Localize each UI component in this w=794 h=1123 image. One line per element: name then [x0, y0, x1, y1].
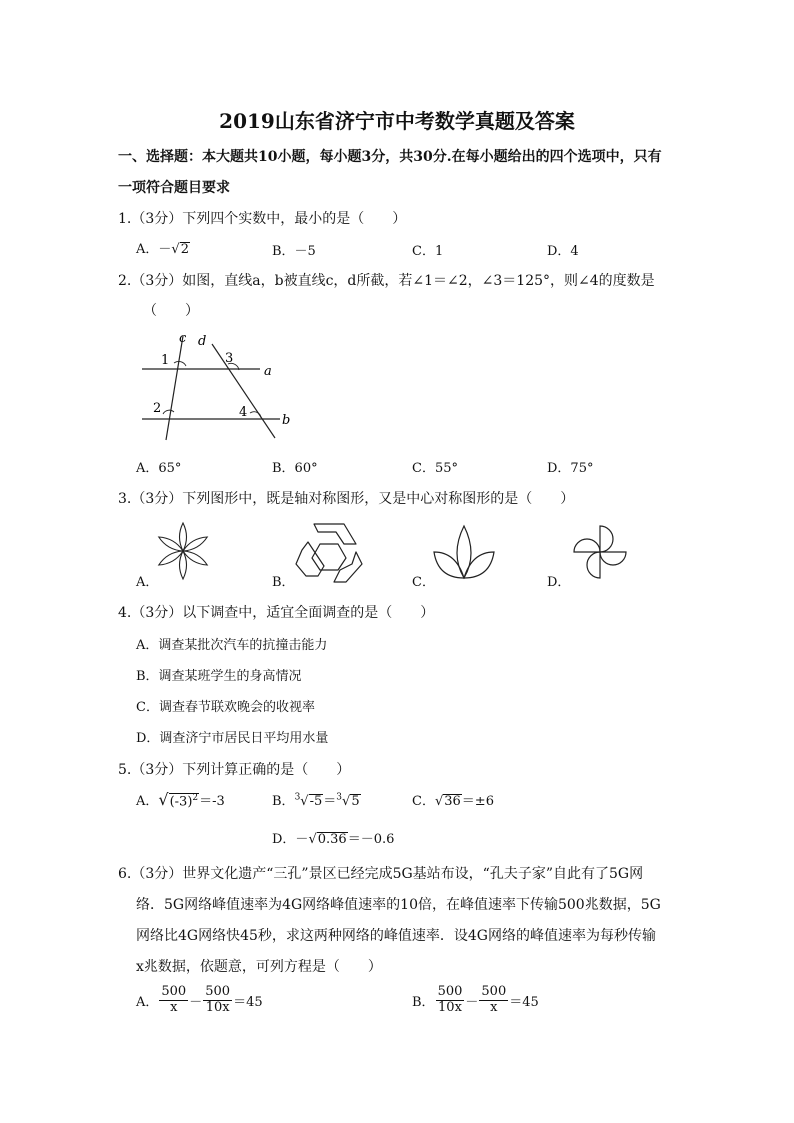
- q5-option-c-radicand: 36: [444, 794, 461, 809]
- q5-option-b-index2: 3: [336, 792, 343, 803]
- fraction-denominator: x: [490, 999, 498, 1015]
- q3-figure-c-lotus-icon: [432, 522, 496, 582]
- q2-option-d: D．75°: [547, 461, 594, 476]
- q6-option-b-fraction2: [479, 985, 508, 1016]
- page-title: 2019山东省济宁市中考数学真题及答案: [219, 109, 575, 133]
- fig-angle-3: 3: [225, 351, 234, 366]
- q5-option-c: [412, 790, 494, 809]
- fraction-numerator: 500: [205, 984, 231, 999]
- radical-sign: √: [308, 832, 317, 847]
- q5-option-a-base: (-3): [169, 794, 193, 809]
- radical-sign: √: [171, 242, 180, 257]
- q3-option-c: C．: [412, 575, 435, 590]
- q5-option-d: [272, 828, 394, 847]
- q4-option-d: D．调查济宁市居民日平均用水量: [136, 731, 329, 746]
- fraction-denominator: x: [170, 999, 178, 1015]
- q6-option-a: [136, 985, 263, 1016]
- fraction-numerator: 500: [481, 984, 507, 999]
- q4-option-c: C．调查春节联欢晚会的收视率: [136, 700, 315, 715]
- q5-option-a-exponent: 2: [192, 792, 199, 803]
- q3-figure-a-flower-icon: [152, 520, 214, 582]
- radical-sign: √: [342, 794, 351, 809]
- q5-option-b-index: 3: [294, 792, 301, 803]
- q2-option-c: C．55°: [412, 461, 458, 476]
- q5-option-c-rest: ＝±6: [461, 794, 494, 809]
- q5-option-c-label: C．: [412, 794, 435, 809]
- q1-option-c: C．1: [412, 244, 444, 259]
- q1-option-b: B．－5: [272, 244, 316, 259]
- q5-option-d-label: D．－: [272, 832, 309, 847]
- fraction-numerator: 500: [161, 984, 187, 999]
- q5-option-a: [136, 790, 225, 809]
- fraction-denominator: 10x: [438, 999, 462, 1015]
- section-heading-line1: 一、选择题：本大题共10小题，每小题3分，共30分.在每小题给出的四个选项中，只有: [118, 149, 662, 165]
- q4-option-b: B．调查某班学生的身高情况: [136, 669, 302, 684]
- q3-figure-d-pinwheel-icon: [570, 522, 630, 582]
- q5-option-d-radicand: 0.36: [317, 832, 347, 847]
- fig-label-a: a: [264, 364, 272, 379]
- q1-option-a-radicand: 2: [180, 242, 189, 257]
- q5-option-b-radicand2: 5: [351, 794, 360, 809]
- q6-option-b: [412, 985, 539, 1016]
- radical-sign: √: [300, 794, 309, 809]
- q4-stem: 4.（3分）以下调查中，适宜全面调查的是（ ）: [118, 605, 435, 621]
- q2-stem-line2: （ ）: [143, 303, 199, 319]
- q3-option-b: B．: [272, 575, 295, 590]
- q5-option-a-label: A．: [136, 794, 159, 809]
- fig-angle-2: 2: [153, 401, 162, 416]
- q6-option-a-label: A．: [136, 994, 159, 1010]
- q5-option-d-rest: ＝－0.6: [347, 832, 395, 847]
- fraction-denominator: 10x: [205, 999, 230, 1015]
- q4-option-a: A．调查某批次汽车的抗撞击能力: [136, 638, 328, 653]
- q6-option-a-minus: －: [189, 994, 203, 1010]
- radical-sign: √: [434, 794, 444, 809]
- q1-option-a-label: A．－: [136, 242, 172, 257]
- q1-stem: 1.（3分）下列四个实数中，最小的是（ ）: [118, 211, 407, 227]
- q5-option-a-rest: ＝-3: [199, 794, 225, 809]
- q5-option-b-eq: ＝: [323, 794, 337, 809]
- q6-option-a-fraction1: [159, 985, 188, 1016]
- q3-figure-b-recycle-icon: [294, 520, 364, 584]
- q6-line3: 网络比4G网络快45秒，求这两种网络的峰值速率．设4G网络的峰值速率为每秒传输: [136, 928, 656, 944]
- fraction-numerator: 500: [437, 984, 463, 999]
- fig-angle-4: 4: [239, 405, 248, 420]
- q5-stem: 5.（3分）下列计算正确的是（ ）: [118, 762, 351, 778]
- q3-stem: 3.（3分）下列图形中，既是轴对称图形，又是中心对称图形的是（ ）: [118, 491, 575, 507]
- q2-option-a: A．65°: [136, 461, 182, 476]
- q6-line4: x兆数据，依题意，可列方程是（ ）: [136, 959, 382, 975]
- q3-option-a: A．: [136, 575, 159, 590]
- q5-option-a-radicand: [169, 793, 200, 810]
- q1-option-d: D．4: [547, 244, 579, 259]
- q6-line2: 络．5G网络峰值速率为4G网络峰值速率的10倍，在峰值速率下传输500兆数据，5G: [136, 897, 661, 913]
- section-heading-line2: 一项符合题目要求: [118, 180, 230, 196]
- q1-option-a: [136, 238, 190, 257]
- q6-option-a-rest: ＝45: [233, 994, 263, 1010]
- q2-stem-line1: 2.（3分）如图，直线a，b被直线c，d所截，若∠1＝∠2，∠3＝125°，则∠4的度数是: [118, 273, 655, 289]
- q5-option-b: [272, 790, 361, 809]
- q6-line1: 6.（3分）世界文化遗产“三孔”景区已经完成5G基站布设，“孔夫子家”自此有了5G网: [118, 866, 644, 882]
- fig-label-b: b: [282, 413, 291, 428]
- q6-option-b-label: B．: [412, 994, 435, 1010]
- q3-option-d: D．: [547, 575, 571, 590]
- q6-option-b-rest: ＝45: [509, 994, 539, 1010]
- fig-angle-1: 1: [161, 353, 170, 368]
- q2-figure: [136, 330, 296, 442]
- q6-option-b-fraction1: [436, 985, 465, 1016]
- q5-option-b-label: B．: [272, 794, 295, 809]
- q5-option-b-radicand: -5: [309, 794, 323, 809]
- q2-option-b: B．60°: [272, 461, 318, 476]
- fig-label-d: d: [198, 334, 207, 349]
- q6-option-b-minus: －: [465, 994, 479, 1010]
- radical-sign: √: [158, 790, 169, 809]
- fig-label-c: c: [179, 331, 187, 346]
- q6-option-a-fraction2: [203, 985, 232, 1016]
